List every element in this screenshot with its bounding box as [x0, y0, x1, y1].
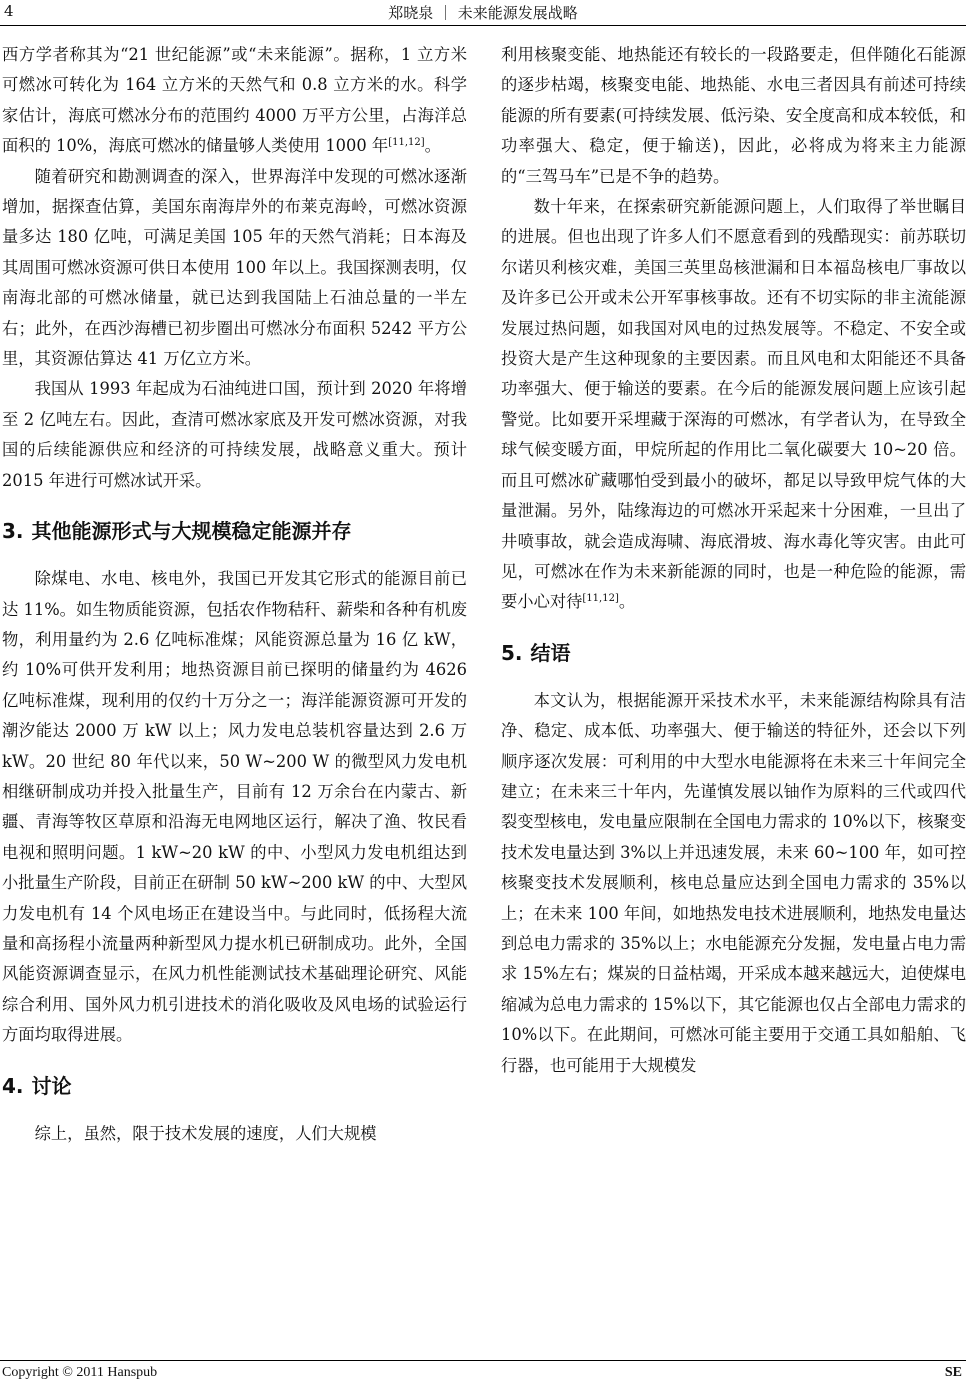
copyright-notice: Copyright © 2011 Hanspub — [2, 1365, 158, 1380]
running-header — [0, 0, 966, 26]
paragraph: 利用核聚变能、地热能还有较长的一段路要走，但伴随化石能源的逐步枯竭，核聚变电能、地热能、水电三者因具有前述可持续能源的所有要素(可持续发展、低污染、安全度高和成本较低，和功率强大、稳定，便于输送)，因此，必将成为将来主力能源的“三驾马车”已是不争的趋势。 — [501, 45, 966, 186]
footer-divider — [0, 1360, 966, 1361]
left-column — [2, 40, 467, 1149]
paragraph: 西方学者称其为“21 世纪能源”或“未来能源”。据称，1 立方米可燃冰可转化为 164 立方米的天然气和 0.8 立方米的水。科学家估计，海底可燃冰分布的范围约 4000 万平方公里，占海洋总面积的 10%，海底可燃冰的储量够人类使用 1000 年[11,12]。 — [2, 45, 467, 156]
right-column — [501, 40, 966, 1081]
section-heading: 3. 其他能源形式与大规模稳定能源并存 — [2, 519, 352, 544]
section-heading: 4. 讨论 — [2, 1073, 72, 1098]
running-title: 郑晓泉 ｜ 未来能源发展战略 — [388, 4, 578, 22]
citation: [11,12] — [582, 593, 619, 605]
citation: [11,12] — [388, 137, 425, 149]
paragraph: 数十年来，在探索研究新能源问题上，人们取得了举世瞩目的进展。但也出现了许多人们不愿意看到的残酷现实：前苏联切尔诺贝利核灾难，美国三英里岛核泄漏和日本福岛核电厂事故以及许多已公开或未公开军事核事故。还有不切实际的非主流能源发展过热问题，如我国对风电的过热发展等。不稳定、不安全或投资大是产生这种现象的主要因素。而且风电和太阳能还不具备功率强大、便于输送的要素。在今后的能源发展问题上应该引起警觉。比如要开采埋藏于深海的可燃冰，有学者认为，在导致全球气候变暖方面，甲烷所起的作用比二氧化碳要大 10~20 倍。而且可燃冰矿藏哪怕受到最小的破坏，都足以导致甲烷气体的大量泄漏。另外，陆缘海边的可燃冰开采起来十分困难，一旦出了井喷事故，就会造成海啸、海底滑坡、海水毒化等灾害。由此可见，可燃冰在作为未来新能源的同时，也是一种危险的能源，需要小心对待[11,12]。 — [501, 197, 966, 612]
paragraph: 我国从 1993 年起成为石油纯进口国，预计到 2020 年将增至 2 亿吨左右。因此，查清可燃冰家底及开发可燃冰资源，对我国的后续能源供应和经济的可持续发展，战略意义重大。预计 2015 年进行可燃冰试开采。 — [2, 379, 467, 490]
page-number: 4 — [4, 2, 14, 20]
paragraph: 综上，虽然，限于技术发展的速度，人们大规模 — [34, 1123, 377, 1143]
paragraph: 随着研究和勘测调查的深入，世界海洋中发现的可燃冰逐渐增加，据探查估算，美国东南海岸外的布莱克海岭，可燃冰资源量多达 180 亿吨，可满足美国 105 年的天然气消耗；日本海及其周围可燃冰资源可供日本使用 100 年以上。我国探测表明，仅南海北部的可燃冰储量，就已达到我国陆上石油总量的一半左右；此外，在西沙海槽已初步圈出可燃冰分布面积 5242 平方公里，其资源估算达 41 万亿立方米。 — [2, 166, 467, 369]
journal-abbrev: SE — [944, 1365, 962, 1380]
section-heading: 5. 结语 — [501, 640, 571, 665]
paragraph: 除煤电、水电、核电外，我国已开发其它形式的能源目前已达 11%。如生物质能资源，包括农作物秸秆、薪柴和各种有机废物，利用量约为 2.6 亿吨标准煤；风能资源总量为 16 亿 kW，约 10%可供开发利用；地热资源目前已探明的储量约为 4626 亿吨标准煤，现利用的仅约十万分之一；海洋能源资源可开发的潮汐能达 2000 万 kW 以上；风力发电总装机容量达到 2.6 万 kW。20 世纪 80 年代以来，50 W~200 W 的微型风力发电机相继研制成功并投入批量生产，目前有 12 万余台在内蒙古、新疆、青海等牧区草原和沿海无电网地区运行，解决了渔、牧民看电视和照明问题。1 kW~20 kW 的中、小型风力发电机组达到小批量生产阶段，目前正在研制 50 kW~200 kW 的中、大型风力发电机有 14 个风电场正在建设当中。与此同时，低扬程大流量和高扬程小流量两种新型风力提水机已研制成功。此外，全国风能资源调查显示，在风力机性能测试技术基础理论研究、风能综合利用、国外风力机引进技术的消化吸收及风电场的试验运行方面均取得进展。 — [2, 569, 467, 1045]
paragraph: 本文认为，根据能源开采技术水平，未来能源结构除具有洁净、稳定、成本低、功率强大、便于输送的特征外，还会以下列顺序逐次发展：可利用的中大型水电能源将在未来三十年间完全建立；在未来三十年内，先谨慎发展以铀作为原料的三代或四代裂变型核电，发电量应限制在全国电力需求的 10%以下，核聚变技术发电量达到 3%以上并迅速发展，未来 60~100 年，如可控核聚变技术发展顺利，核电总量应达到全国电力需求的 35%以上；在未来 100 年间，如地热发电技术进展顺利，地热发电量达到总电力需求的 35%以上；水电能源充分发掘，发电量占电力需求 15%左右；煤炭的日益枯竭，开采成本越来越远大，迫使煤电缩减为总电力需求的 15%以下，其它能源也仅占全部电力需求的 10%以下。在此期间，可燃冰可能主要用于交通工具如船舶、飞行器，也可能用于大规模发 — [501, 690, 966, 1075]
